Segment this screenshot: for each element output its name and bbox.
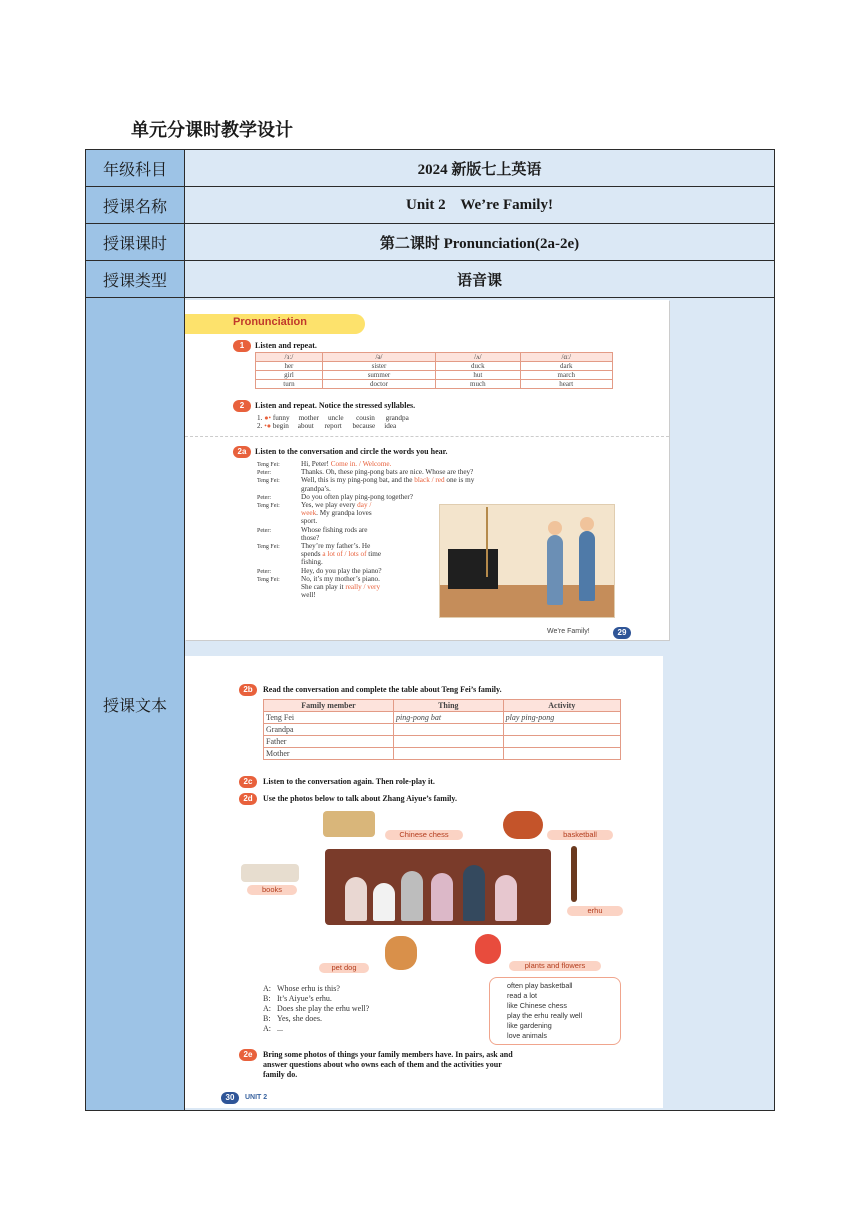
table-cell: /ə/ — [322, 353, 435, 362]
dialogue-text: Well, this is my ping-pong bat, and the — [301, 476, 415, 485]
table-cell: Grandpa — [264, 724, 394, 736]
table-cell: /ʌ/ — [436, 353, 520, 362]
grade-subject-value: 2024 新版七上英语 — [185, 150, 775, 187]
activity-item: like Chinese chess — [507, 1001, 567, 1010]
dialogue-line — [257, 567, 382, 575]
stress-words: begin about report because idea — [272, 422, 397, 430]
dialogue-text: Whose fishing rods are — [301, 525, 368, 534]
stress-num: 1. — [257, 414, 263, 422]
table-cell: duck — [436, 362, 520, 371]
exercise-2b-instruction: Read the conversation and complete the table about Teng Fei’s family. — [263, 685, 502, 694]
table-cell — [394, 748, 504, 760]
label-books: books — [247, 885, 297, 895]
table-cell: girl — [256, 371, 323, 380]
dialogue-line — [257, 583, 380, 591]
table-row — [256, 371, 613, 380]
dialogue-line — [257, 550, 381, 558]
exercise-2e-line-2: answer questions about who owns each of them and the activities your — [263, 1060, 502, 1069]
stress-dots-icon: •● — [264, 422, 272, 430]
exercise-2-badge: 2 — [233, 400, 251, 412]
dialogue-text: Hi, Peter! — [301, 460, 331, 468]
grade-subject-label: 年级科目 — [86, 150, 185, 187]
speaker: A: — [263, 1024, 271, 1033]
page-footer: We’re Family! — [547, 628, 590, 635]
table-cell: Thing — [394, 700, 504, 712]
dialogue-line — [263, 1004, 369, 1013]
dialogue-text: those? — [301, 533, 320, 542]
dialogue-text: Yes, we play every — [301, 501, 358, 509]
family-member-figure — [495, 875, 517, 921]
lesson-plan-table — [85, 149, 775, 1111]
table-cell: hut — [436, 371, 520, 380]
boy-head — [548, 521, 562, 535]
dialogue-text: time — [366, 550, 382, 559]
table-cell: turn — [256, 380, 323, 389]
speaker: Teng Fei: — [257, 576, 280, 583]
stress-row-1 — [257, 414, 409, 422]
divider — [185, 436, 669, 437]
dialogue-text: No, it’s my mother’s piano. — [301, 574, 380, 583]
table-cell: march — [520, 371, 612, 380]
dialogue-line — [257, 501, 371, 509]
table-row — [256, 380, 613, 389]
dialogue-text: Whose erhu is this? — [277, 984, 340, 993]
dialogue-line — [257, 542, 370, 550]
lesson-name-label: 授课名称 — [86, 187, 185, 224]
family-member-figure — [345, 877, 367, 921]
activity-item: like gardening — [507, 1021, 552, 1030]
dialogue-line — [257, 476, 474, 484]
family-photo — [325, 849, 551, 925]
unit-label: UNIT 2 — [245, 1094, 268, 1101]
speaker: A: — [263, 1004, 271, 1013]
table-cell: heart — [520, 380, 612, 389]
label-plants-and-flowers: plants and flowers — [509, 961, 601, 971]
lesson-period-value: 第二课时 Pronunciation(2a-2e) — [185, 224, 775, 261]
family-member-figure — [373, 883, 395, 921]
table-cell: dark — [520, 362, 612, 371]
table-cell: Father — [264, 736, 394, 748]
exercise-2a-instruction: Listen to the conversation and circle the words you hear. — [255, 447, 448, 456]
exercise-2d-badge: 2d — [239, 793, 257, 805]
lesson-period-label: 授课课时 — [86, 224, 185, 261]
dialogue-text: one is my — [444, 476, 475, 485]
textbook-pages-cell — [185, 298, 775, 1111]
document-title: 单元分课时教学设计 — [131, 120, 293, 141]
table-cell: Teng Fei — [264, 712, 394, 724]
activity-item: often play basketball — [507, 981, 573, 990]
dialogue-text: sport. — [301, 517, 318, 526]
family-table — [263, 699, 621, 760]
boy-figure — [547, 535, 563, 605]
sound-table — [255, 352, 613, 389]
table-cell: sister — [322, 362, 435, 371]
speaker: Teng Fei: — [257, 462, 280, 468]
speaker: Peter: — [257, 470, 271, 477]
stress-dots-icon: ●• — [264, 414, 272, 422]
dialogue-text: fishing. — [301, 558, 323, 567]
exercise-2c-instruction: Listen to the conversation again. Then role-play it. — [263, 777, 435, 786]
table-row — [86, 150, 775, 187]
dialogue-line — [263, 1014, 322, 1023]
activity-item: love animals — [507, 1031, 547, 1040]
dialogue-line — [257, 460, 391, 468]
living-room-illustration — [439, 504, 615, 618]
exercise-2b-badge: 2b — [239, 684, 257, 696]
speaker: Peter: — [257, 527, 271, 534]
dialogue-text: Do you often play ping-pong together? — [301, 492, 413, 501]
piano-icon — [448, 549, 498, 589]
table-cell: Mother — [264, 748, 394, 760]
dialogue-text: It’s Aiyue’s erhu. — [277, 994, 332, 1003]
table-row — [264, 736, 621, 748]
activity-item: read a lot — [507, 991, 537, 1000]
table-row — [86, 187, 775, 224]
dialogue-line — [257, 558, 323, 566]
dialogue-line — [257, 591, 316, 599]
stress-row-2 — [257, 422, 396, 430]
banner-title: Pronunciation — [233, 316, 307, 328]
table-cell: her — [256, 362, 323, 371]
dialogue-line — [257, 575, 380, 583]
table-cell — [503, 724, 620, 736]
dialogue-text: She can play it — [301, 583, 346, 591]
lesson-name-value: Unit 2 We’re Family! — [185, 187, 775, 224]
page-number: 29 — [613, 627, 631, 639]
boy-figure — [579, 531, 595, 601]
speaker: B: — [263, 1014, 271, 1023]
table-cell — [503, 736, 620, 748]
plants-and-flowers-icon — [475, 934, 501, 964]
table-row — [256, 353, 613, 362]
exercise-2a-badge: 2a — [233, 446, 251, 458]
speaker: Teng Fei: — [257, 503, 280, 509]
dialogue-option: day / — [357, 501, 372, 509]
speaker: Teng Fei: — [257, 544, 280, 550]
dialogue-line — [263, 1024, 283, 1033]
speaker: Peter: — [257, 568, 271, 575]
family-member-figure — [463, 865, 485, 921]
speaker: B: — [263, 994, 271, 1003]
boy-head — [580, 517, 594, 531]
dialogue-text: Yes, she does. — [277, 1014, 322, 1023]
table-row — [264, 724, 621, 736]
dialogue-text: well! — [301, 591, 316, 600]
page-number: 30 — [221, 1092, 239, 1104]
table-cell: play ping-pong — [503, 712, 620, 724]
table-cell: doctor — [322, 380, 435, 389]
exercise-1-instruction: Listen and repeat. — [255, 341, 317, 350]
table-row — [86, 224, 775, 261]
dialogue-line — [257, 534, 319, 542]
fishing-rod-icon — [486, 507, 488, 577]
table-cell — [394, 724, 504, 736]
table-row — [86, 261, 775, 298]
dialogue-text: Hey, do you play the piano? — [301, 566, 382, 575]
dialogue-line — [257, 509, 372, 517]
dialogue-line — [257, 468, 473, 476]
speaker: Peter: — [257, 494, 271, 501]
exercise-2e-line-1: Bring some photos of things your family members have. In pairs, ask and — [263, 1050, 513, 1059]
exercise-2-instruction: Listen and repeat. Notice the stressed syllables. — [255, 401, 416, 410]
label-pet-dog: pet dog — [319, 963, 369, 973]
table-cell — [394, 736, 504, 748]
table-cell — [503, 748, 620, 760]
dialogue-text: spends — [301, 550, 323, 559]
dialogue-text: . My grandpa loves — [316, 509, 372, 518]
table-cell: /ɜː/ — [256, 353, 323, 362]
table-cell: much — [436, 380, 520, 389]
table-cell: Family member — [264, 700, 394, 712]
dialogue-option: really / very — [345, 583, 381, 591]
table-row — [264, 700, 621, 712]
table-cell: summer — [322, 371, 435, 380]
dialogue-line — [263, 984, 340, 993]
textbook-page-29 — [185, 300, 669, 640]
table-row — [256, 362, 613, 371]
dialogue-line — [257, 517, 317, 525]
dialogue-text: grandpa’s. — [301, 484, 331, 493]
speaker: Teng Fei: — [257, 478, 280, 485]
table-row — [86, 298, 775, 1111]
textbook-page-30 — [185, 656, 663, 1108]
label-basketball: basketball — [547, 830, 613, 840]
label-erhu: erhu — [567, 906, 623, 916]
exercise-2d-instruction: Use the photos below to talk about Zhang Aiyue’s family. — [263, 794, 457, 803]
dialogue-option: Come in. / Welcome. — [330, 460, 392, 468]
chinese-chess-icon — [323, 811, 375, 837]
dialogue-option: a lot of / lots of — [322, 550, 367, 559]
dialogue-option: black / red — [414, 476, 445, 485]
dialogue-line — [263, 994, 332, 1003]
dialogue-option: week — [301, 509, 317, 518]
dialogue-text: Thanks. Oh, these ping-pong bats are nice. Whose are they? — [301, 468, 474, 477]
dialogue-text: They’re my father’s. He — [301, 542, 371, 550]
basketball-icon — [503, 811, 543, 839]
erhu-icon — [571, 846, 577, 902]
exercise-1-badge: 1 — [233, 340, 251, 352]
speaker: A: — [263, 984, 271, 993]
family-member-figure — [431, 873, 453, 921]
table-cell: ping-pong bat — [394, 712, 504, 724]
table-row — [264, 748, 621, 760]
exercise-2e-badge: 2e — [239, 1049, 257, 1061]
dialogue-line — [257, 485, 331, 493]
exercise-2e-line-3: family do. — [263, 1070, 298, 1079]
label-chinese-chess: Chinese chess — [385, 830, 463, 840]
dialogue-line — [257, 493, 413, 501]
stress-num: 2. — [257, 422, 263, 430]
family-member-figure — [401, 871, 423, 921]
lesson-type-label: 授课类型 — [86, 261, 185, 298]
lesson-text-label: 授课文本 — [86, 298, 185, 1111]
dialogue-line — [257, 526, 367, 534]
table-cell: Activity — [503, 700, 620, 712]
stress-words: funny mother uncle cousin grandpa — [272, 414, 409, 422]
activity-item: play the erhu really well — [507, 1011, 583, 1020]
pet-dog-icon — [385, 936, 417, 970]
lesson-type-value: 语音课 — [185, 261, 775, 298]
dialogue-text: Does she play the erhu well? — [277, 1004, 370, 1013]
dialogue-text: ... — [277, 1024, 283, 1033]
books-icon — [241, 864, 299, 882]
exercise-2c-badge: 2c — [239, 776, 257, 788]
table-cell: /ɑː/ — [520, 353, 612, 362]
table-row — [264, 712, 621, 724]
pronunciation-banner — [225, 314, 365, 334]
